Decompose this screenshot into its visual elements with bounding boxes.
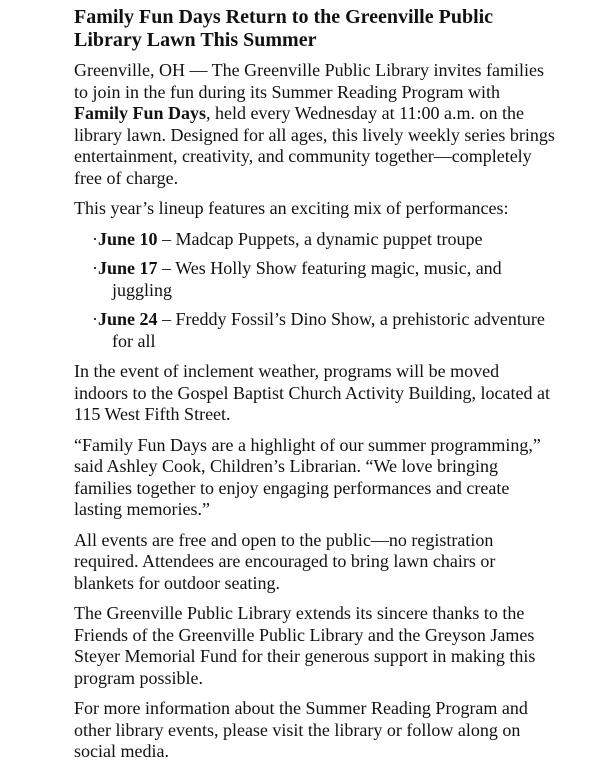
list-item xyxy=(88,258,556,301)
quote-paragraph: “Family Fun Days are a highlight of our summer programming,” said Ashley Cook, Children’s Librarian. “We love bringing families together to enjoy engaging performances and create lasting memories.” xyxy=(74,434,541,519)
lineup-date: June 10 xyxy=(98,228,158,249)
weather-paragraph: In the event of inclement weather, programs will be moved indoors to the Gospel Baptist Church Activity Building, located at 115 West Fifth Street. xyxy=(74,361,550,424)
list-item xyxy=(88,229,556,251)
lineup-description: – Madcap Puppets, a dynamic puppet troupe xyxy=(157,228,483,249)
bullet-icon: · xyxy=(92,309,98,329)
bullet-icon: · xyxy=(92,228,98,249)
more-info-paragraph: For more information about the Summer Reading Program and other library events, please visit the library or follow along on social media. xyxy=(74,698,528,761)
intro-bold-event-name: Family Fun Days xyxy=(74,103,207,123)
lineup-date: June 17 xyxy=(98,258,158,278)
headline: Family Fun Days Return to the Greenville Public Library Lawn This Summer xyxy=(74,6,494,51)
lineup-date: June 24 xyxy=(98,309,158,329)
lineup-list xyxy=(74,229,556,353)
lineup-description: – Wes Holly Show featuring magic, music, and juggling xyxy=(112,258,502,300)
bullet-icon: · xyxy=(92,258,98,278)
free-events-paragraph: All events are free and open to the public—no registration required. Attendees are encouraged to bring lawn chairs or blankets for outdoor seating. xyxy=(74,529,496,593)
thanks-paragraph: The Greenville Public Library extends its sincere thanks to the Friends of the Greenville Public Library and the Greyson James Steyer Memorial Fund for their generous support in making this program possible. xyxy=(74,603,536,688)
list-item xyxy=(88,309,556,352)
lineup-intro-paragraph: This year’s lineup features an exciting mix of performances: xyxy=(74,198,509,218)
intro-paragraph xyxy=(74,60,556,189)
intro-text-end: , held every Wednesday at 11:00 a.m. on the library lawn. Designed for all ages, this lively weekly series brings entertainment, creativity, and community together—completely free of charge. xyxy=(74,103,555,188)
lineup-description: – Freddy Fossil’s Dino Show, a prehistoric adventure for all xyxy=(112,309,545,351)
intro-text-start: Greenville, OH — The Greenville Public Library invites families to join in the fun during its Summer Reading Program with xyxy=(74,60,545,102)
